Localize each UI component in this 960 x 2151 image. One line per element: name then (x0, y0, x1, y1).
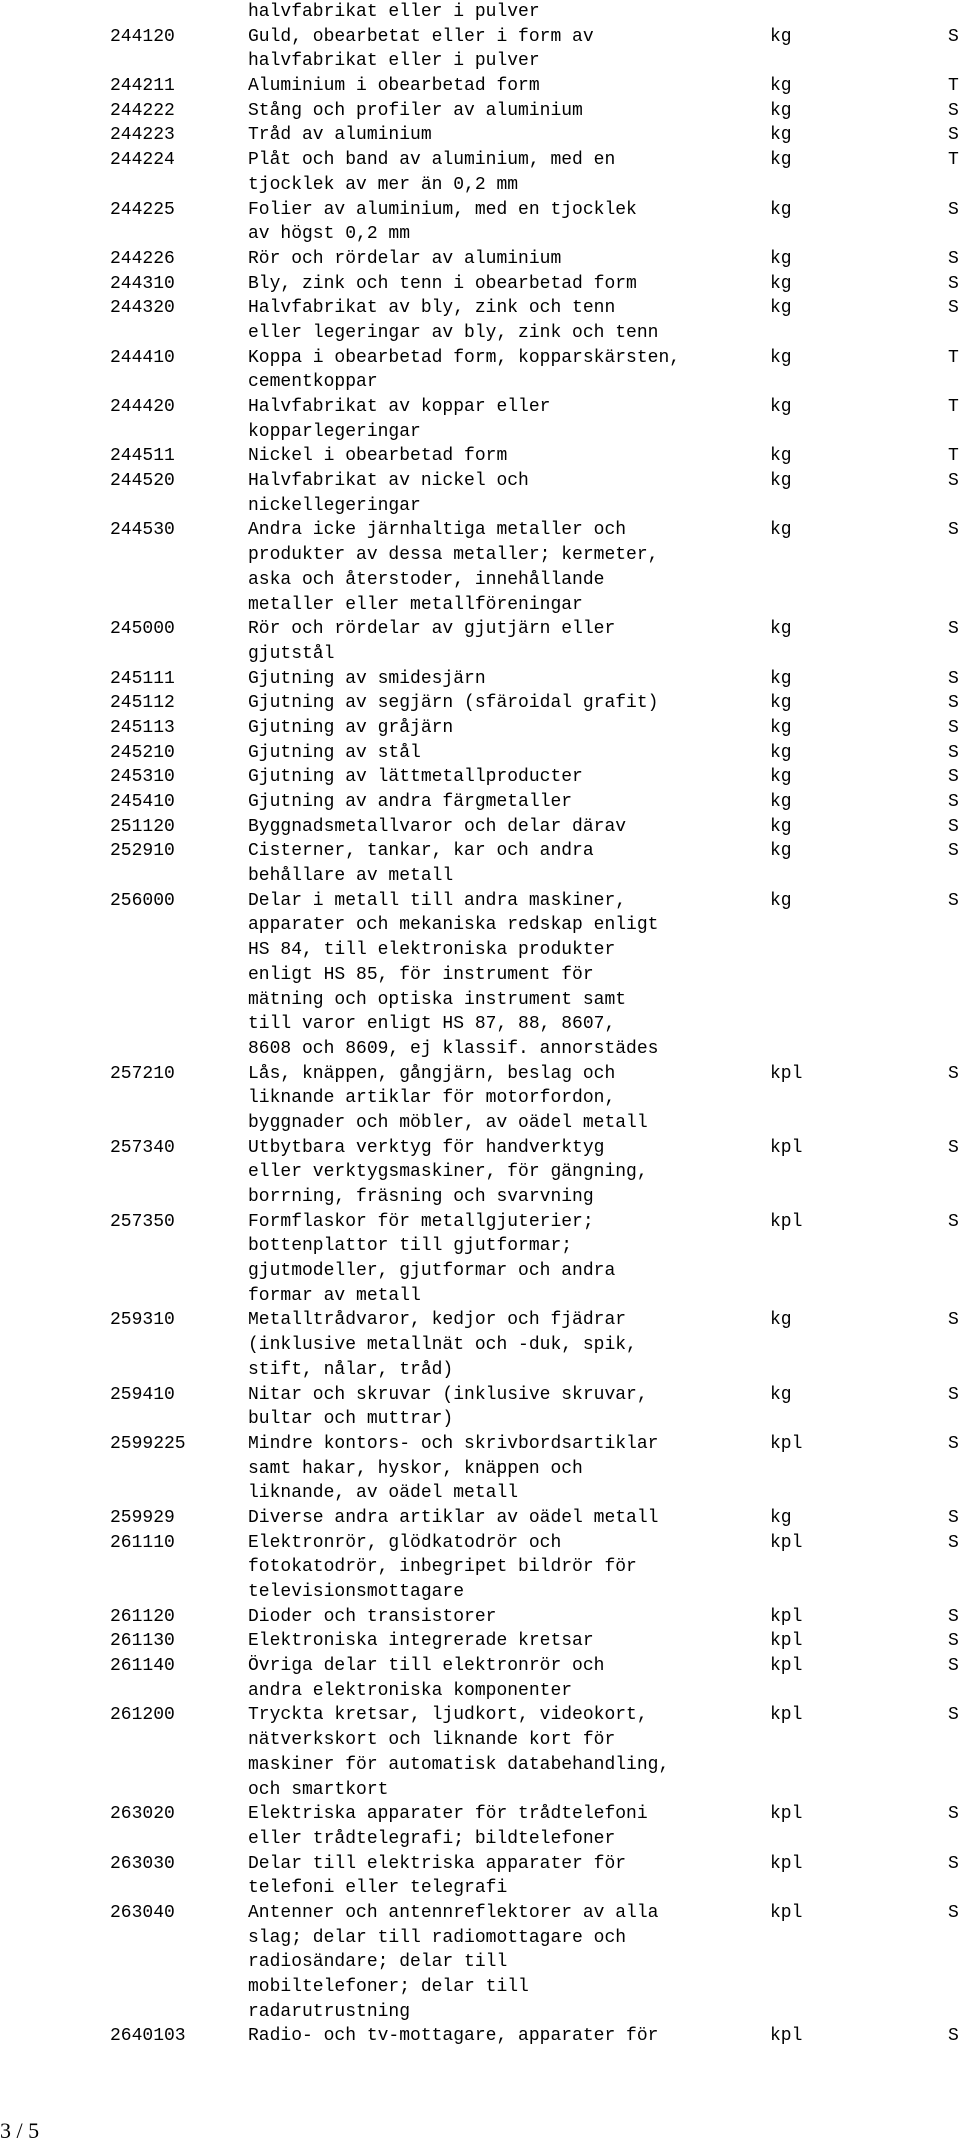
item-description-line: Koppa i obearbetad form, kopparskärsten, (248, 347, 681, 368)
top-continuation-row (0, 0, 960, 25)
item-description-line: Gjutning av stål (248, 742, 421, 763)
table-row (0, 1136, 960, 1210)
item-flag: T (948, 76, 959, 97)
item-unit: kpl (770, 1853, 803, 1874)
table-row (0, 815, 960, 840)
item-unit: kg (770, 816, 792, 837)
item-description-line: bultar och muttrar) (248, 1409, 454, 1430)
item-flag: S (948, 1902, 959, 1923)
item-description-line: byggnader och möbler, av oädel metall (248, 1112, 648, 1133)
item-code: 261130 (110, 1631, 175, 1652)
item-unit: kpl (770, 1532, 803, 1553)
item-unit: kg (770, 150, 792, 171)
item-description-line: HS 84, till elektroniska produkter (248, 940, 616, 961)
item-description-line: behållare av metall (248, 866, 454, 887)
item-flag: S (948, 792, 959, 812)
item-unit: kg (770, 125, 792, 146)
item-description-line: Tråd av aluminium (248, 125, 432, 146)
table-row (0, 346, 960, 395)
item-code: 251120 (110, 816, 175, 837)
item-unit: kg (770, 397, 792, 417)
item-flag: S (948, 1063, 959, 1084)
item-code: 245410 (110, 792, 175, 812)
item-flag: T (948, 347, 959, 368)
item-unit: kg (770, 767, 792, 788)
table-row (0, 272, 960, 297)
item-code: 245000 (110, 619, 175, 640)
item-description-line: eller legeringar av bly, zink och tenn (248, 322, 659, 343)
item-flag: S (948, 717, 959, 738)
item-code: 244420 (110, 397, 175, 417)
item-flag: S (948, 520, 959, 541)
table-row (0, 1802, 960, 1851)
item-description-line: mätning och optiska instrument samt (248, 989, 627, 1010)
item-code: 263020 (110, 1804, 175, 1825)
table-row (0, 1210, 960, 1309)
item-description-line: halvfabrikat eller i pulver (248, 51, 540, 72)
item-flag: T (948, 150, 959, 171)
table-row (0, 741, 960, 766)
item-description-line: Gjutning av smidesjärn (248, 668, 486, 689)
item-flag: S (948, 619, 959, 640)
item-description-line: produkter av dessa metaller; kermeter, (248, 545, 659, 566)
item-flag: S (948, 1656, 959, 1677)
item-flag: S (948, 816, 959, 837)
item-flag: S (948, 199, 959, 220)
item-description-line: telefoni eller telegrafi (248, 1878, 508, 1899)
table-row (0, 123, 960, 148)
item-description-line: Diverse andra artiklar av oädel metall (248, 1507, 659, 1528)
item-description-line: radarutrustning (248, 2001, 411, 2022)
item-description-line: Dioder och transistorer (248, 1606, 497, 1627)
item-code: 244120 (110, 26, 175, 47)
table-row (0, 1383, 960, 1432)
item-unit: kg (770, 298, 792, 319)
item-code: 244520 (110, 471, 175, 492)
item-flag: S (948, 767, 959, 788)
item-description-line: Andra icke järnhaltiga metaller och (248, 520, 627, 541)
table-row (0, 25, 960, 74)
table-row (0, 1432, 960, 1506)
table-row (0, 247, 960, 272)
item-code: 261110 (110, 1532, 175, 1553)
item-description-line: eller verktygsmaskiner, för gängning, (248, 1162, 648, 1183)
item-description-line: liknande, av oädel metall (248, 1483, 519, 1504)
item-code: 244223 (110, 125, 175, 146)
item-code: 257210 (110, 1063, 175, 1084)
item-flag: S (948, 742, 959, 763)
item-description-line: kopparlegeringar (248, 421, 421, 442)
item-code: 261120 (110, 1606, 175, 1627)
item-flag: S (948, 100, 959, 121)
item-description-line: stift, nålar, tråd) (248, 1359, 454, 1380)
table-row (0, 1506, 960, 1531)
item-unit: kpl (770, 1705, 803, 1726)
table-row (0, 1308, 960, 1382)
item-flag: S (948, 1631, 959, 1652)
table-row (0, 1654, 960, 1703)
item-unit: kg (770, 100, 792, 121)
item-code: 257350 (110, 1211, 175, 1232)
item-code: 252910 (110, 841, 175, 862)
item-flag: S (948, 1137, 959, 1158)
item-description-line: fotokatodrör, inbegripet bildrör för (248, 1557, 637, 1578)
item-description-line: mobiltelefoner; delar till (248, 1977, 529, 1997)
item-code: 257340 (110, 1137, 175, 1158)
item-unit: kg (770, 1507, 792, 1528)
item-code: 245112 (110, 693, 175, 714)
table-row (0, 839, 960, 888)
table-row (0, 889, 960, 1062)
item-description-line: Gjutning av gråjärn (248, 717, 454, 738)
item-code: 244225 (110, 199, 175, 220)
item-unit: kg (770, 446, 792, 467)
item-description-line: Folier av aluminium, med en tjocklek (248, 199, 637, 220)
item-description-line: maskiner för automatisk databehandling, (248, 1754, 670, 1775)
table-row (0, 1062, 960, 1136)
item-description-line: Delar i metall till andra maskiner, (248, 890, 627, 911)
table-row (0, 790, 960, 815)
item-flag: S (948, 1606, 959, 1627)
item-code: 2640103 (110, 2026, 186, 2047)
item-unit: kpl (770, 1631, 803, 1652)
item-code: 2599225 (110, 1433, 186, 1454)
item-unit: kg (770, 26, 792, 47)
item-description-line: Antenner och antennreflektorer av alla (248, 1902, 659, 1923)
item-unit: kpl (770, 1433, 803, 1454)
item-code: 256000 (110, 890, 175, 911)
document-rows (0, 25, 960, 2049)
item-description-line: Gjutning av lättmetallproducter (248, 767, 583, 788)
item-flag: S (948, 1507, 959, 1528)
item-flag: S (948, 2026, 959, 2047)
item-code: 244226 (110, 248, 175, 269)
item-description-line: metaller eller metallföreningar (248, 594, 583, 615)
item-description-line: cementkoppar (248, 372, 378, 393)
item-unit: kpl (770, 1902, 803, 1923)
item-unit: kpl (770, 1137, 803, 1158)
item-flag: S (948, 693, 959, 714)
table-row (0, 691, 960, 716)
item-unit: kg (770, 792, 792, 812)
item-description-line: och smartkort (248, 1779, 389, 1800)
item-description-line: Elektroniska integrerade kretsar (248, 1631, 594, 1652)
item-code: 244222 (110, 100, 175, 121)
item-description-line: Nitar och skruvar (inklusive skruvar, (248, 1384, 648, 1405)
item-code: 244530 (110, 520, 175, 541)
item-unit: kg (770, 248, 792, 269)
table-row (0, 74, 960, 99)
table-row (0, 667, 960, 692)
item-unit: kg (770, 347, 792, 368)
top-continuation-text: halvfabrikat eller i pulver (248, 2, 540, 22)
item-description-line: Plåt och band av aluminium, med en (248, 150, 616, 171)
item-unit: kpl (770, 1606, 803, 1627)
item-flag: S (948, 1433, 959, 1454)
table-row (0, 148, 960, 197)
item-description-line: eller trådtelegrafi; bildtelefoner (248, 1828, 616, 1849)
item-description-line: bottenplattor till gjutformar; (248, 1236, 573, 1257)
item-code: 244310 (110, 273, 175, 294)
item-code: 244511 (110, 446, 175, 467)
item-description-line: Delar till elektriska apparater för (248, 1853, 627, 1874)
item-description-line: borrning, fräsning och svarvning (248, 1187, 594, 1207)
table-row (0, 296, 960, 345)
table-row (0, 518, 960, 617)
item-unit: kg (770, 717, 792, 738)
item-flag: S (948, 1310, 959, 1331)
item-code: 259310 (110, 1310, 175, 1331)
item-code: 245113 (110, 717, 175, 738)
item-description-line: Cisterner, tankar, kar och andra (248, 841, 594, 862)
item-description-line: till varor enligt HS 87, 88, 8607, (248, 1014, 616, 1035)
table-row (0, 469, 960, 518)
table-row (0, 444, 960, 469)
item-code: 259929 (110, 1507, 175, 1528)
item-description-line: liknande artiklar för motorfordon, (248, 1088, 616, 1109)
item-description-line: apparater och mekaniska redskap enligt (248, 915, 659, 936)
item-flag: S (948, 273, 959, 294)
table-row (0, 617, 960, 666)
item-unit: kg (770, 76, 792, 97)
item-description-line: Utbytbara verktyg för handverktyg (248, 1137, 605, 1158)
item-flag: S (948, 1853, 959, 1874)
item-code: 245210 (110, 742, 175, 763)
item-code: 245310 (110, 767, 175, 788)
item-description-line: nickellegeringar (248, 495, 421, 516)
item-description-line: Rör och rördelar av aluminium (248, 248, 562, 269)
table-row (0, 1531, 960, 1605)
item-unit: kg (770, 471, 792, 492)
item-description-line: nätverkskort och liknande kort för (248, 1730, 616, 1751)
table-row (0, 765, 960, 790)
item-description-line: Aluminium i obearbetad form (248, 76, 540, 97)
item-description-line: Bly, zink och tenn i obearbetad form (248, 273, 637, 294)
item-description-line: Formflaskor för metallgjuterier; (248, 1211, 594, 1232)
item-description-line: Övriga delar till elektronrör och (248, 1656, 605, 1677)
item-unit: kpl (770, 1063, 803, 1084)
item-flag: T (948, 446, 959, 467)
table-row (0, 1605, 960, 1630)
item-unit: kg (770, 668, 792, 689)
item-description-line: Metalltrådvaror, kedjor och fjädrar (248, 1310, 627, 1331)
item-unit: kpl (770, 1804, 803, 1825)
item-flag: S (948, 1384, 959, 1405)
item-description-line: Halvfabrikat av nickel och (248, 471, 529, 492)
item-description-line: Gjutning av segjärn (sfäroidal grafit) (248, 693, 659, 714)
item-description-line: Halvfabrikat av koppar eller (248, 397, 551, 417)
item-description-line: Rör och rördelar av gjutjärn eller (248, 619, 616, 640)
item-code: 244320 (110, 298, 175, 319)
item-code: 244224 (110, 150, 175, 171)
item-description-line: formar av metall (248, 1285, 421, 1306)
item-description-line: andra elektroniska komponenter (248, 1680, 573, 1701)
item-description-line: av högst 0,2 mm (248, 224, 411, 245)
item-flag: T (948, 397, 959, 417)
item-description-line: slag; delar till radiomottagare och (248, 1927, 627, 1948)
item-description-line: Stång och profiler av aluminium (248, 100, 583, 121)
table-row (0, 395, 960, 444)
item-flag: S (948, 471, 959, 492)
item-unit: kpl (770, 2026, 803, 2047)
item-description-line: Nickel i obearbetad form (248, 446, 508, 467)
item-flag: S (948, 248, 959, 269)
item-description-line: Mindre kontors- och skrivbordsartiklar (248, 1433, 659, 1454)
item-code: 263040 (110, 1902, 175, 1923)
item-unit: kpl (770, 1656, 803, 1677)
item-description-line: samt hakar, hyskor, knäppen och (248, 1458, 583, 1479)
table-row (0, 1901, 960, 2024)
item-unit: kg (770, 693, 792, 714)
item-description-line: Lås, knäppen, gångjärn, beslag och (248, 1063, 616, 1084)
item-code: 261200 (110, 1705, 175, 1726)
item-description-line: Gjutning av andra färgmetaller (248, 792, 573, 812)
item-description-line: (inklusive metallnät och -duk, spik, (248, 1335, 637, 1356)
item-description-line: enligt HS 85, för instrument för (248, 964, 594, 985)
item-unit: kg (770, 1384, 792, 1405)
item-code: 244211 (110, 76, 175, 97)
item-flag: S (948, 298, 959, 319)
table-row (0, 1703, 960, 1802)
item-description-line: 8608 och 8609, ej klassif. annorstädes (248, 1038, 659, 1059)
item-code: 261140 (110, 1656, 175, 1677)
item-flag: S (948, 890, 959, 911)
item-description-line: Elektriska apparater för trådtelefoni (248, 1804, 648, 1825)
item-unit: kg (770, 841, 792, 862)
item-unit: kpl (770, 1211, 803, 1232)
item-flag: S (948, 125, 959, 146)
item-flag: S (948, 26, 959, 47)
item-code: 244410 (110, 347, 175, 368)
item-description-line: televisionsmottagare (248, 1582, 465, 1602)
item-flag: S (948, 1804, 959, 1825)
page-indicator: 3 / 5 (0, 2118, 40, 2143)
item-description-line: aska och återstoder, innehållande (248, 569, 605, 590)
item-code: 245111 (110, 668, 175, 689)
item-code: 259410 (110, 1384, 175, 1405)
item-description-line: gjutmodeller, gjutformar och andra (248, 1261, 616, 1282)
item-description-line: Elektronrör, glödkatodrör och (248, 1532, 562, 1553)
item-description-line: Halvfabrikat av bly, zink och tenn (248, 298, 616, 319)
item-unit: kg (770, 619, 792, 640)
table-row (0, 1852, 960, 1901)
item-code: 263030 (110, 1853, 175, 1874)
item-unit: kg (770, 890, 792, 911)
item-description-line: gjutstål (248, 643, 335, 664)
item-unit: kg (770, 1310, 792, 1331)
item-unit: kg (770, 199, 792, 220)
item-flag: S (948, 841, 959, 862)
item-description-line: Radio- och tv-mottagare, apparater för (248, 2026, 659, 2047)
item-description-line: Byggnadsmetallvaror och delar därav (248, 816, 627, 837)
item-description-line: radiosändare; delar till (248, 1952, 508, 1973)
table-row (0, 99, 960, 124)
item-description-line: Tryckta kretsar, ljudkort, videokort, (248, 1705, 648, 1726)
item-flag: S (948, 1211, 959, 1232)
item-flag: S (948, 668, 959, 689)
item-description-line: Guld, obearbetat eller i form av (248, 26, 594, 47)
item-unit: kg (770, 742, 792, 763)
item-unit: kg (770, 273, 792, 294)
item-description-line: tjocklek av mer än 0,2 mm (248, 174, 519, 195)
table-row (0, 2024, 960, 2049)
table-row (0, 198, 960, 247)
item-flag: S (948, 1532, 959, 1553)
table-row (0, 716, 960, 741)
item-unit: kg (770, 520, 792, 541)
table-row (0, 1629, 960, 1654)
item-flag: S (948, 1705, 959, 1726)
